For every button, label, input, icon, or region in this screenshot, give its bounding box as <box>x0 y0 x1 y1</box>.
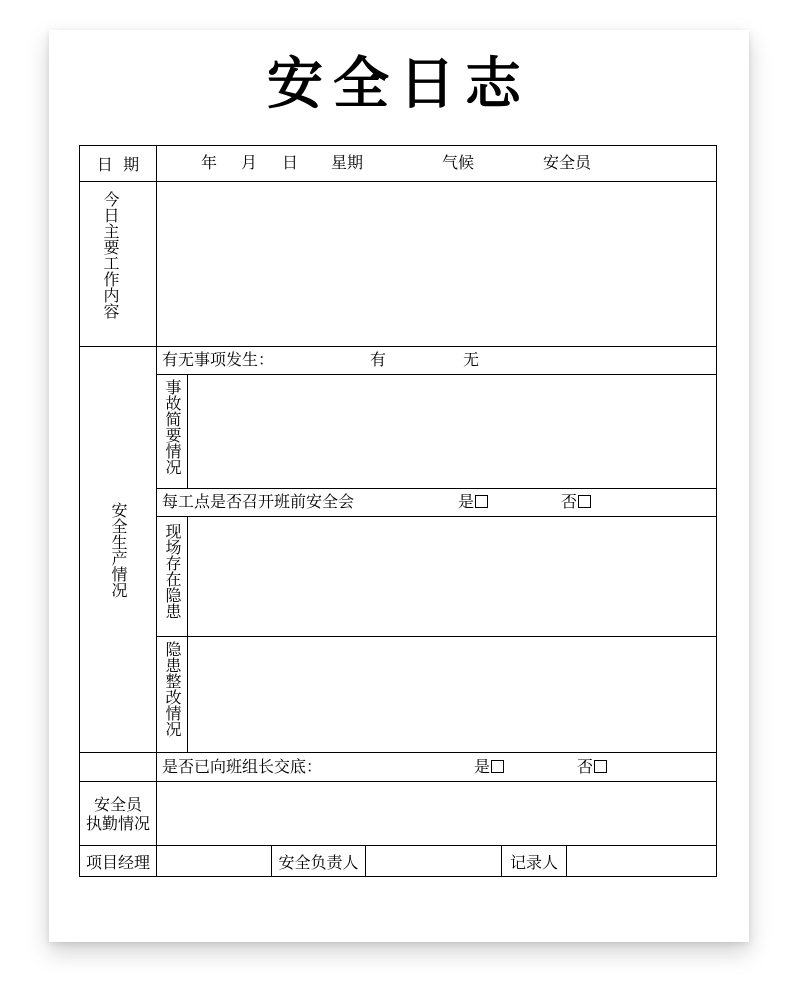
work-label-cell <box>80 182 157 346</box>
safety-log-form <box>79 145 717 877</box>
handover-yes-option[interactable] <box>474 758 504 776</box>
work-content-field[interactable] <box>157 182 716 346</box>
handover-yes-checkbox[interactable] <box>491 760 504 773</box>
recorder-field[interactable] <box>567 846 716 876</box>
safety-label-cell <box>80 347 157 752</box>
accident-label-cell <box>157 375 188 488</box>
date-row <box>80 146 716 182</box>
log-sheet <box>49 30 749 942</box>
handover-no-option[interactable] <box>577 758 607 776</box>
safety-officer-label: 安全员 <box>543 153 592 172</box>
safety-label: 安全生产情况 <box>109 501 128 598</box>
safety-head-field[interactable] <box>366 846 502 876</box>
handover-no-label: 否 <box>577 757 594 776</box>
duty-row <box>80 782 716 846</box>
page-title: 安全日志 <box>267 51 531 117</box>
duty-label-cell <box>80 782 157 845</box>
work-label: 今日主要工作内容 <box>101 191 120 319</box>
hazard-label-cell <box>157 517 188 636</box>
signature-row <box>80 846 716 876</box>
handover-row <box>80 753 716 782</box>
meeting-question: 每工点是否召开班前安全会 <box>162 492 355 511</box>
manager-label-cell <box>80 846 157 876</box>
meeting-row <box>157 489 716 517</box>
manager-label: 项目经理 <box>85 852 150 872</box>
incident-yes-option[interactable]: 有 <box>370 350 387 369</box>
safety-row <box>80 347 716 753</box>
accident-label: 事故简要情况 <box>163 379 182 475</box>
handover-cell <box>157 753 716 781</box>
rectify-row <box>157 637 716 753</box>
handover-no-checkbox[interactable] <box>594 760 607 773</box>
safety-head-label-cell <box>272 846 366 876</box>
hazard-label: 现场存在隐患 <box>163 523 182 619</box>
rectify-label: 隐患整改情况 <box>163 641 182 737</box>
date-label: 日 期 <box>96 155 140 174</box>
hazard-content-field[interactable] <box>188 517 716 636</box>
duty-label-line1: 安全员 <box>93 794 142 814</box>
meeting-no-label: 否 <box>561 492 578 511</box>
incident-row <box>157 347 716 375</box>
handover-question: 是否已向班组长交底： <box>162 757 323 776</box>
rectify-content-field[interactable] <box>188 637 716 753</box>
duty-label-line2: 执勤情况 <box>85 813 150 833</box>
year-label: 年 <box>201 153 218 172</box>
recorder-label-cell <box>502 846 567 876</box>
weekday-label: 星期 <box>331 153 364 172</box>
hazard-row <box>157 517 716 637</box>
meeting-no-option[interactable] <box>561 493 591 511</box>
day-label: 日 <box>282 153 299 172</box>
incident-question: 有无事项发生： <box>162 350 275 369</box>
meeting-no-checkbox[interactable] <box>578 495 591 508</box>
accident-row <box>157 375 716 489</box>
incident-no-option[interactable]: 无 <box>463 350 480 369</box>
weather-label: 气候 <box>442 153 475 172</box>
accident-content-field[interactable] <box>188 375 716 488</box>
work-row <box>80 182 716 347</box>
handover-blank-cell <box>80 753 157 781</box>
duty-content-field[interactable] <box>157 782 716 845</box>
rectify-label-cell <box>157 637 188 753</box>
month-label: 月 <box>241 153 258 172</box>
meeting-yes-label: 是 <box>458 492 475 511</box>
manager-field[interactable] <box>157 846 272 876</box>
handover-yes-label: 是 <box>474 757 491 776</box>
date-fields-cell[interactable] <box>157 146 716 181</box>
safety-details <box>157 347 716 752</box>
meeting-yes-checkbox[interactable] <box>475 495 488 508</box>
recorder-label: 记录人 <box>509 852 558 872</box>
date-label-cell <box>80 146 157 181</box>
safety-head-label: 安全负责人 <box>278 852 359 872</box>
meeting-yes-option[interactable] <box>458 493 488 511</box>
